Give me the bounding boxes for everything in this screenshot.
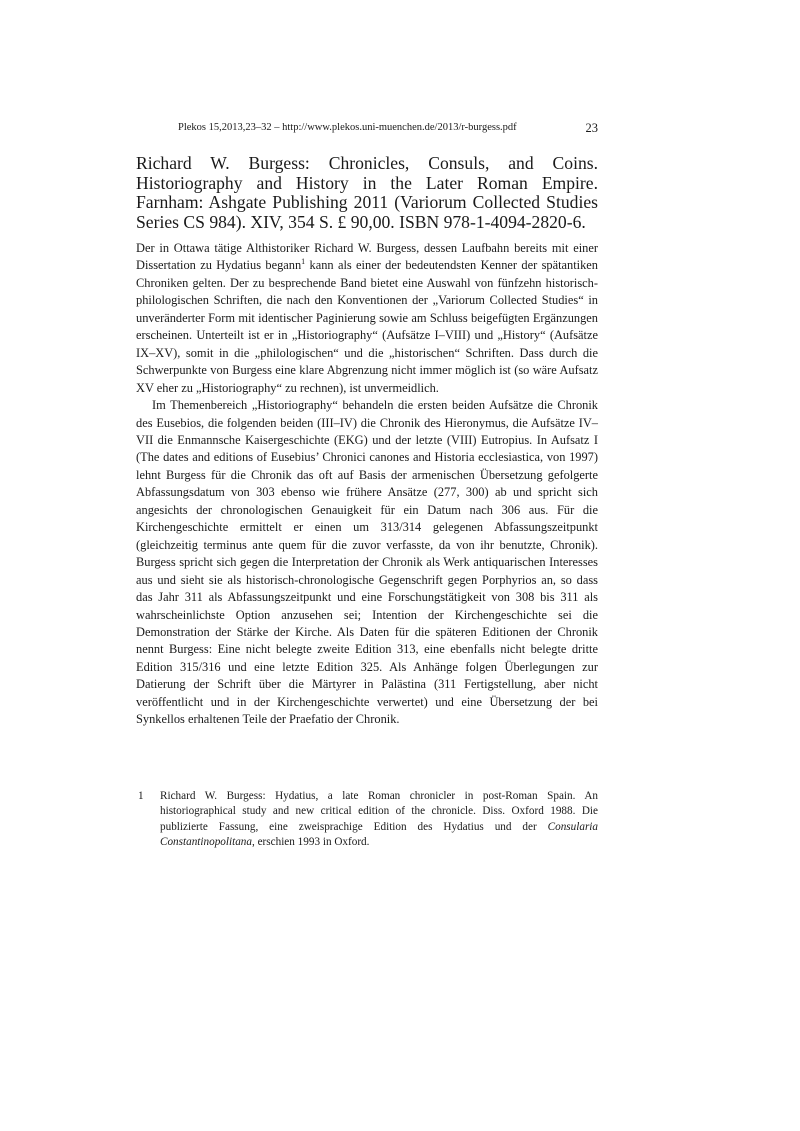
page-number: 23 (585, 121, 598, 135)
footnote-text (160, 789, 598, 851)
body-paragraph (136, 240, 598, 397)
review-title: Richard W. Burgess: Chronicles, Consuls, and Coins. Historiography and History in the Later Roman Empire. Farnham: Ashgate Publishing 2011 (Variorum Collected Studies Series CS 984). XIV, 354 S. £ 90,00. ISBN 978-1-4094-2820-6. (136, 153, 598, 232)
footnote-text-part: Richard W. Burgess: Hydatius, a late Roman chronicler in post-Roman Spain. An historiographical study and new critical edition of the chronicle. Diss. Oxford 1988. Die publizierte Fassung, eine zweisprachige Edition des Hydatius und der (160, 790, 598, 833)
running-head (178, 121, 598, 135)
footnote-italic-title: Consularia Constantinopolitana (160, 820, 598, 849)
footnote-number: 1 (138, 790, 144, 802)
paragraph-text: Der in Ottawa tätige Althistoriker Richard W. Burgess, dessen Laufbahn bereits mit einer Dissertation zu Hydatius begann (136, 241, 598, 273)
footnote (136, 789, 598, 851)
journal-citation: Plekos 15,2013,23–32 – http://www.plekos.uni-muenchen.de/2013/r-burgess.pdf (178, 122, 517, 133)
footnote-reference: 1 (301, 257, 306, 267)
body-paragraph: Im Themenbereich „Historiography“ behandeln die ersten beiden Aufsätze die Chronik des Eusebios, die folgenden beiden (III–IV) die Chronik des Hieronymus, die Aufsätze IV–VII die Enmannsche Kaisergeschichte (EKG) und der letzte (VIII) Eutropius. In Aufsatz I (The dates and editions of Eusebius’ Chronici canones and Historia ecclesiastica, von 1997) lehnt Burgess für die Chronik das oft auf Basis der armenischen Übersetzung gefolgerte Abfassungsdatum von 303 ebenso wie frühere Ansätze (277, 300) ab und spricht sich angesichts der chronologischen Genauigkeit für ein Datum nach 306 aus. Für die Kirchengeschichte ermittelt er einen um 313/314 gelegenen Abfassungszeitpunkt (gleichzeitig terminus ante quem für die zuvor verfasste, da von ihr benutzte, Chronik). Burgess spricht sich gegen die Interpretation der Chronik als Werk antiquarischen Interesses aus und sieht sie als historisch-chronologische Gegenschrift gegen Porphyrios an, so dass das Jahr 311 als Abfassungszeitpunkt und eine Forschungstätigkeit von 308 bis 311 als wahrscheinlichste Option anzusehen sei; Intention der Kirchengeschichte sei die Demonstration der Stärke der Kirche. Als Daten für die späteren Editionen der Chronik nennt Burgess: Eine nicht belegte zweite Edition 313, eine ebenfalls nicht belegte dritte Edition 315/316 und eine letzte Edition 325. Als Anhänge folgen Überlegungen zur Datierung der Schrift über die Märtyrer in Palästina (311 Fertigstellung, aber nicht veröffentlicht und in der Kirchengeschichte verwertet) und eine Übersetzung der bei Synkellos erhaltenen Teile der Praefatio der Chronik. (136, 398, 598, 727)
paragraph-text: kann als einer der bedeutendsten Kenner der spätantiken Chroniken gelten. Der zu besprechende Band bietet eine Auswahl von fünfzehn historisch-philologischen Schriften, die nach den Konventionen der „Variorum Collected Studies“ in unveränderter Form mit identischer Paginierung sowie am Schluss beigefügten Ergänzungen erscheinen. Unterteilt ist er in „Historiography“ (Aufsätze I–VIII) und „History“ (Aufsätze IX–XV), somit in die „philologischen“ und die „historischen“ Schriften. Dass durch die Schwerpunkte von Burgess eine klare Abgrenzung nicht immer möglich ist (so wäre Aufsatz XV eher zu „Historiography“ zu rechnen), ist unvermeidlich. (136, 258, 598, 395)
footnote-text-part: , erschien 1993 in Oxford. (252, 836, 370, 849)
review-body (136, 240, 598, 729)
